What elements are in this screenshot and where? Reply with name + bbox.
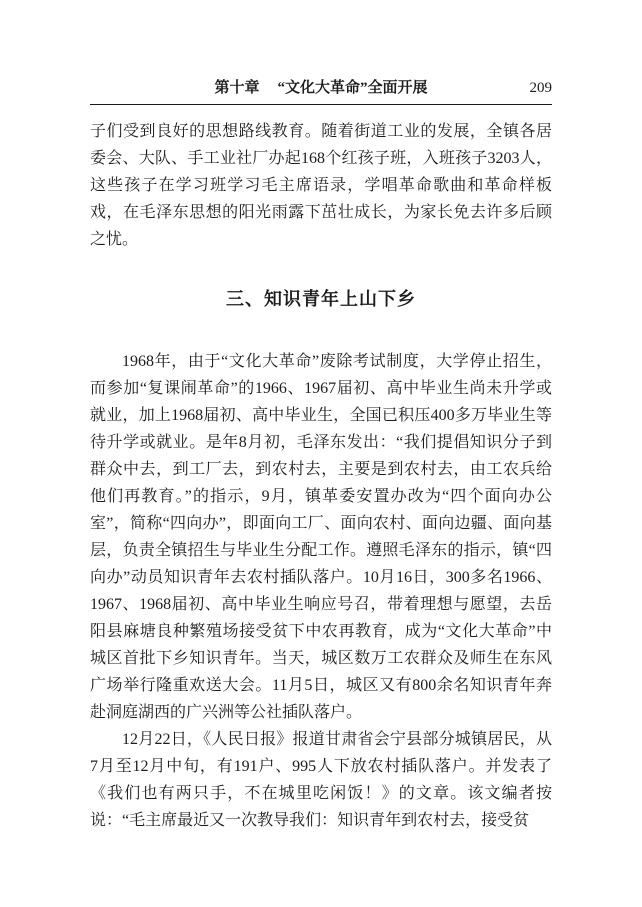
page-header — [90, 78, 552, 98]
chapter-label: 第十章 — [214, 80, 260, 96]
body-paragraph: 1968年，由于“文化大革命”废除考试制度，大学停止招生，而参加“复课闹革命”的1966、1967届初、高中毕业生尚未升学或就业，加上1968届初、高中毕业生，全国已积压400多万毕业生等待升学或就业。是年8月初，毛泽东发出：“我们提倡知识分子到群众中去，到工厂去，到农村去，主要是到农村去，由工农兵给他们再教育。”的指示，9月，镇革委安置办改为“四个面向办公室”，简称“四向办”，即面向工厂、面向农村、面向边疆、面向基层，负责全镇招生与毕业生分配工作。遵照毛泽东的指示，镇“四向办”动员知识青年去农村插队落户。10月16日，300多名1966、1967、1968届初、高中毕业生响应号召，带着理想与愿望，去岳阳县麻塘良种繁殖场接受贫下中农再教育，成为“文化大革命”中城区首批下乡知识青年。当天，城区数万工农群众及师生在东风广场举行隆重欢送大会。11月5日，城区又有800余名知识青年奔赴洞庭湖西的广兴洲等公社插队落户。 — [90, 353, 552, 721]
continuation-paragraph: 子们受到良好的思想路线教育。随着街道工业的发展，全镇各居委会、大队、手工业社厂办起168个红孩子班，入班孩子3203人，这些孩子在学习班学习毛主席语录，学唱革命歌曲和革命样板戏，在毛泽东思想的阳光雨露下茁壮成长，为家长免去许多后顾之忧。 — [90, 123, 552, 248]
page-number: 209 — [529, 80, 552, 96]
page-body — [90, 118, 552, 834]
section-heading: 三、知识青年上山下乡 — [226, 289, 416, 309]
body-paragraph: 12月22日，《人民日报》报道甘肃省会宁县部分城镇居民，从7月至12月中旬，有191户、995人下放农村插队落户。并发表了《我们也有两只手，不在城里吃闲饭！》的文章。该文编者按说：“毛主席最近又一次教导我们：知识青年到农村去，接受贫 — [90, 731, 552, 829]
chapter-title: “文化大革命”全面开展 — [277, 80, 428, 96]
header-rule — [90, 104, 552, 105]
